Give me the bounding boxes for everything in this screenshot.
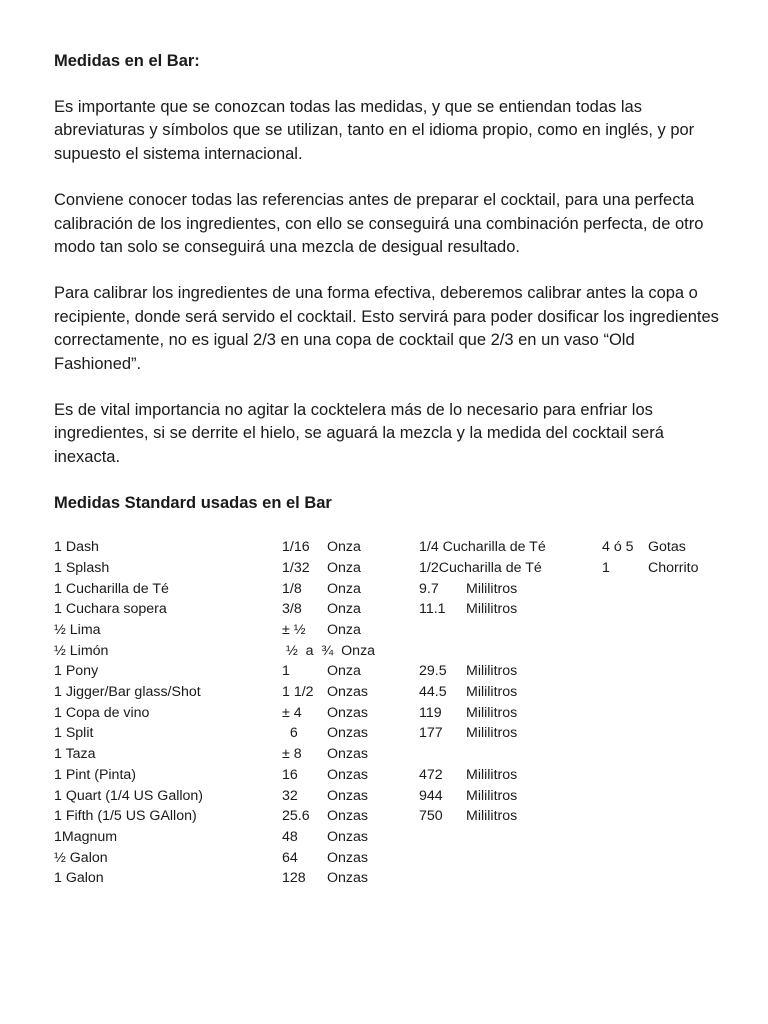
table-row [54, 558, 724, 579]
table-row [54, 641, 724, 662]
ounces-cell: 1 [282, 663, 290, 680]
equivalent-cell: 1/4 Cucharilla de Té [419, 539, 546, 556]
equivalent-unit-cell: Mililitros [466, 808, 518, 825]
ounces-cell: ± 4 [282, 704, 302, 721]
equivalent-cell: 44.5 [419, 684, 447, 701]
equivalent-unit-cell: Mililitros [466, 580, 518, 597]
unit-cell: Onzas [327, 684, 369, 701]
unit-cell: Onzas [327, 828, 369, 845]
measure-cell: 1 Cucharilla de Té [54, 580, 169, 597]
measure-cell: ½ Lima [54, 622, 101, 639]
table-row [54, 765, 724, 786]
table-row [54, 661, 724, 682]
equivalent-unit-cell: Mililitros [466, 766, 518, 783]
page-title: Medidas en el Bar: [54, 52, 200, 70]
equivalent-unit-cell: Mililitros [466, 725, 518, 742]
equivalent-unit-cell: Mililitros [466, 704, 518, 721]
table-row [54, 579, 724, 600]
table-row [54, 703, 724, 724]
ounces-cell: 16 [282, 766, 298, 783]
measure-cell: 1 Dash [54, 539, 99, 556]
ounces-cell: 1/8 [282, 580, 302, 597]
equivalent-cell: 1/2Cucharilla de Té [419, 559, 542, 576]
measure-cell: 1 Pony [54, 663, 99, 680]
paragraph: Conviene conocer todas las referencias antes de preparar el cocktail, para una perfecta calibración de los ingredientes, con ello se conseguirá una combinación perfecta, de otro modo tan solo se conseguirá una mezcla de desigual resultado. [54, 191, 704, 257]
unit-cell: Onza [327, 663, 361, 680]
table-row [54, 848, 724, 869]
table-row [54, 868, 724, 889]
measures-table [54, 537, 724, 889]
unit-cell: Onzas [327, 746, 369, 763]
equivalent-cell: 750 [419, 808, 443, 825]
measure-cell: 1 Taza [54, 746, 96, 763]
measure-cell: 1 Galon [54, 870, 104, 887]
ounces-cell: 25.6 [282, 808, 310, 825]
unit-cell: Onza [327, 539, 361, 556]
equivalent-cell: 9.7 [419, 580, 439, 597]
unit-cell: Onzas [327, 725, 369, 742]
equivalent-cell: 177 [419, 725, 443, 742]
table-row [54, 786, 724, 807]
equivalent-unit-cell: Mililitros [466, 601, 518, 618]
extra-unit-cell: Chorrito [648, 559, 699, 576]
ounces-cell: 3/8 [282, 601, 302, 618]
ounces-cell: ± 8 [282, 746, 302, 763]
ounces-cell: 32 [282, 787, 298, 804]
unit-cell: Onzas [327, 766, 369, 783]
equivalent-cell: 119 [419, 704, 442, 721]
paragraph: Es importante que se conozcan todas las medidas, y que se entiendan todas las abreviaturas y símbolos que se utilizan, tanto en el idioma propio, como en inglés, y por supuesto el sistema internacional. [54, 98, 695, 163]
extra-qty-cell: 4 ó 5 [602, 539, 634, 556]
ounces-cell: 48 [282, 828, 298, 845]
ounces-cell: ± ½ [282, 622, 306, 639]
table-row [54, 620, 724, 641]
unit-cell: Onzas [327, 704, 369, 721]
measure-cell: ½ Limón [54, 642, 109, 659]
equivalent-cell: 944 [419, 787, 443, 804]
ounces-cell: 6 [282, 725, 298, 742]
equivalent-cell: 29.5 [419, 663, 447, 680]
ounces-cell: 128 [282, 870, 306, 887]
ounces-cell: ½ a ¾ Onza [282, 642, 376, 659]
ounces-cell: 1/32 [282, 559, 310, 576]
unit-cell: Onza [327, 601, 361, 618]
table-row [54, 537, 724, 558]
unit-cell: Onzas [327, 849, 369, 866]
unit-cell: Onza [327, 580, 361, 597]
measure-cell: 1 Copa de vino [54, 704, 150, 721]
table-row [54, 744, 724, 765]
measure-cell: ½ Galon [54, 849, 108, 866]
unit-cell: Onzas [327, 808, 369, 825]
paragraph: Es de vital importancia no agitar la cocktelera más de lo necesario para enfriar los ingredientes, si se derrite el hielo, se aguará la mezcla y la medida del cocktail será inexacta. [54, 401, 664, 466]
equivalent-unit-cell: Mililitros [466, 787, 518, 804]
measure-cell: 1 Split [54, 725, 94, 742]
measure-cell: 1 Splash [54, 559, 110, 576]
table-row [54, 827, 724, 848]
measure-cell: 1Magnum [54, 828, 118, 845]
document-page [54, 50, 724, 889]
extra-unit-cell: Gotas [648, 539, 686, 556]
ounces-cell: 64 [282, 849, 298, 866]
paragraph: Para calibrar los ingredientes de una forma efectiva, deberemos calibrar antes la copa o recipiente, donde será servido el cocktail. Esto servirá para poder dosificar los ingredientes correctamente, no es igual 2/3 en una copa de cocktail que 2/3 en un vaso “Old Fashioned”. [54, 284, 719, 373]
measure-cell: 1 Pint (Pinta) [54, 766, 137, 783]
measure-cell: 1 Cuchara sopera [54, 601, 167, 618]
table-row [54, 599, 724, 620]
ounces-cell: 1/16 [282, 539, 310, 556]
unit-cell: Onzas [327, 787, 369, 804]
measure-cell: 1 Fifth (1/5 US GAllon) [54, 808, 197, 825]
table-row [54, 723, 724, 744]
unit-cell: Onza [327, 559, 361, 576]
table-title: Medidas Standard usadas en el Bar [54, 494, 332, 513]
equivalent-unit-cell: Mililitros [466, 663, 518, 680]
equivalent-unit-cell: Mililitros [466, 684, 518, 701]
measure-cell: 1 Jigger/Bar glass/Shot [54, 684, 201, 701]
unit-cell: Onzas [327, 870, 369, 887]
equivalent-cell: 472 [419, 766, 443, 783]
table-row [54, 682, 724, 703]
extra-qty-cell: 1 [602, 559, 610, 576]
ounces-cell: 1 1/2 [282, 684, 314, 701]
equivalent-cell: 11.1 [419, 601, 446, 618]
table-row [54, 806, 724, 827]
unit-cell: Onza [327, 622, 361, 639]
measure-cell: 1 Quart (1/4 US Gallon) [54, 787, 204, 804]
